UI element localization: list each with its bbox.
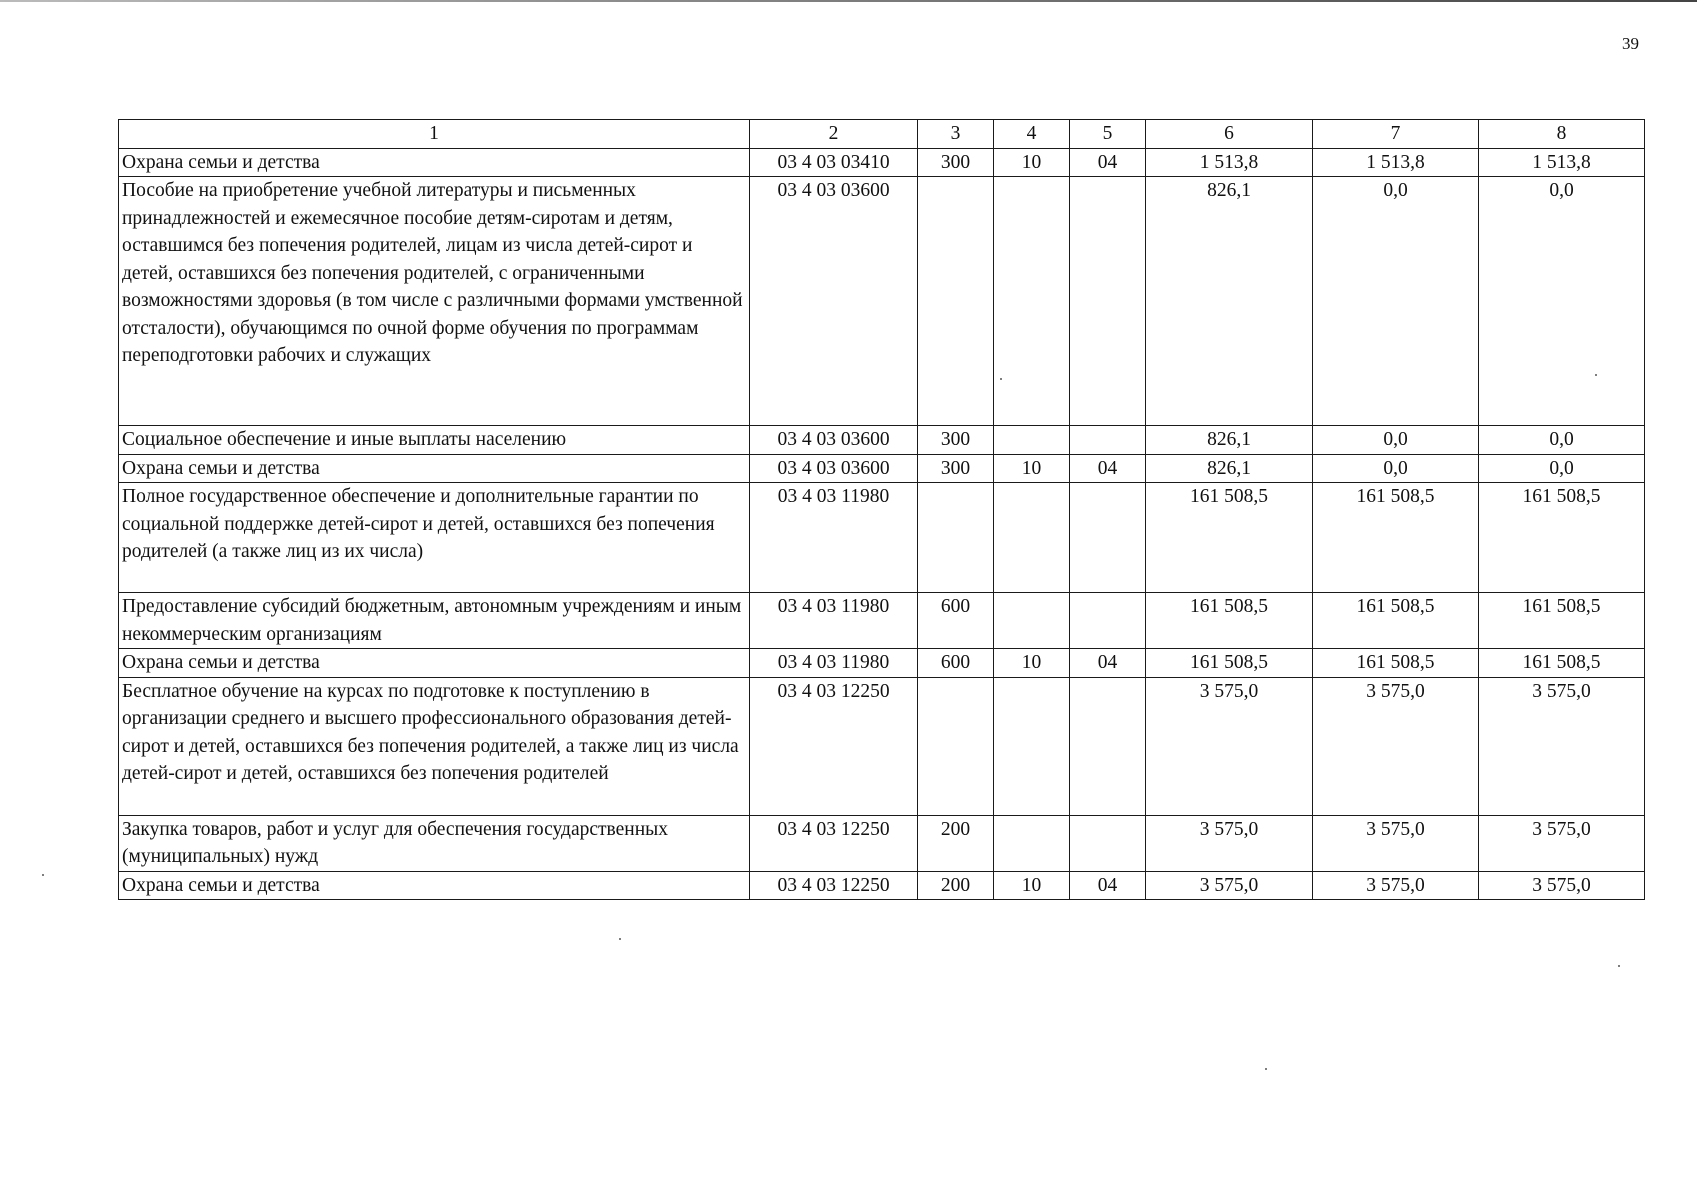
row-col5: 04 <box>1070 649 1146 678</box>
row-name: Полное государственное обеспечение и дополнительные гарантии по социальной поддержке детей-сирот и детей, оставшихся без попечения родителей (а также лиц из их числа) <box>119 483 750 593</box>
row-col6: 161 508,5 <box>1146 593 1313 649</box>
row-name: Пособие на приобретение учебной литературы и письменных принадлежностей и ежемесячное пособие детям-сиротам и детям, оставшимся без попечения родителей, лицам из числа детей-сирот и детей, оставшихся без попечения родителей, с ограниченными возможностями здоровья (в том числе с различными формами умственной отсталости), обучающимся по очной форме обучения по программам переподготовки рабочих и служащих <box>119 177 750 426</box>
row-col5 <box>1070 815 1146 871</box>
column-header: 2 <box>750 120 918 149</box>
row-col5: 04 <box>1070 148 1146 177</box>
row-col7: 0,0 <box>1313 177 1479 426</box>
row-col4 <box>994 815 1070 871</box>
row-col8: 3 575,0 <box>1479 815 1645 871</box>
row-col6: 3 575,0 <box>1146 815 1313 871</box>
scan-speck <box>1595 374 1597 376</box>
row-col3 <box>918 483 994 593</box>
row-name: Охрана семьи и детства <box>119 148 750 177</box>
row-col6: 826,1 <box>1146 177 1313 426</box>
table-row <box>119 454 1645 483</box>
row-code: 03 4 03 12250 <box>750 871 918 900</box>
column-header: 5 <box>1070 120 1146 149</box>
table-row <box>119 677 1645 815</box>
scan-speck <box>1265 1068 1267 1070</box>
row-col3: 600 <box>918 593 994 649</box>
row-col8: 1 513,8 <box>1479 148 1645 177</box>
row-col8: 3 575,0 <box>1479 677 1645 815</box>
row-col8: 3 575,0 <box>1479 871 1645 900</box>
row-col3 <box>918 677 994 815</box>
row-col4: 10 <box>994 649 1070 678</box>
row-col3: 600 <box>918 649 994 678</box>
column-header: 8 <box>1479 120 1645 149</box>
row-col8: 0,0 <box>1479 177 1645 426</box>
row-col6: 826,1 <box>1146 454 1313 483</box>
row-col7: 161 508,5 <box>1313 593 1479 649</box>
scan-speck <box>619 938 621 940</box>
row-code: 03 4 03 03600 <box>750 177 918 426</box>
row-col7: 161 508,5 <box>1313 483 1479 593</box>
row-name: Охрана семьи и детства <box>119 649 750 678</box>
table-row <box>119 483 1645 593</box>
row-col3: 300 <box>918 426 994 455</box>
row-col4 <box>994 593 1070 649</box>
row-code: 03 4 03 03600 <box>750 426 918 455</box>
row-code: 03 4 03 11980 <box>750 593 918 649</box>
row-col3: 300 <box>918 148 994 177</box>
budget-table <box>118 119 1645 900</box>
row-col4 <box>994 177 1070 426</box>
row-name: Закупка товаров, работ и услуг для обеспечения государственных (муниципальных) нужд <box>119 815 750 871</box>
row-col5: 04 <box>1070 454 1146 483</box>
row-col8: 161 508,5 <box>1479 483 1645 593</box>
row-col8: 161 508,5 <box>1479 593 1645 649</box>
row-col7: 161 508,5 <box>1313 649 1479 678</box>
row-code: 03 4 03 03410 <box>750 148 918 177</box>
row-name: Охрана семьи и детства <box>119 454 750 483</box>
row-col4 <box>994 677 1070 815</box>
column-header: 6 <box>1146 120 1313 149</box>
row-col6: 3 575,0 <box>1146 677 1313 815</box>
row-col5 <box>1070 177 1146 426</box>
scan-edge-line <box>0 0 1697 2</box>
scan-speck <box>1618 965 1620 967</box>
row-col7: 0,0 <box>1313 426 1479 455</box>
row-col5 <box>1070 677 1146 815</box>
page-number: 39 <box>1622 34 1639 53</box>
row-col5: 04 <box>1070 871 1146 900</box>
row-col3: 200 <box>918 871 994 900</box>
row-col4: 10 <box>994 454 1070 483</box>
column-header: 4 <box>994 120 1070 149</box>
row-col4: 10 <box>994 871 1070 900</box>
row-col4 <box>994 426 1070 455</box>
row-col6: 161 508,5 <box>1146 483 1313 593</box>
row-col7: 3 575,0 <box>1313 815 1479 871</box>
row-col7: 0,0 <box>1313 454 1479 483</box>
row-col3: 300 <box>918 454 994 483</box>
row-col3 <box>918 177 994 426</box>
row-col6: 3 575,0 <box>1146 871 1313 900</box>
row-col4 <box>994 483 1070 593</box>
row-col6: 161 508,5 <box>1146 649 1313 678</box>
row-col7: 1 513,8 <box>1313 148 1479 177</box>
column-header: 3 <box>918 120 994 149</box>
row-name: Бесплатное обучение на курсах по подготовке к поступлению в организации среднего и высшего профессионального образования детей-сирот и детей, оставшихся без попечения родителей, а также лиц из числа детей-сирот и детей, оставшихся без попечения родителей <box>119 677 750 815</box>
row-col5 <box>1070 426 1146 455</box>
table-row <box>119 177 1645 426</box>
scan-speck <box>1000 378 1002 380</box>
table-row <box>119 815 1645 871</box>
table-row <box>119 871 1645 900</box>
row-col5 <box>1070 483 1146 593</box>
column-header: 7 <box>1313 120 1479 149</box>
row-name: Предоставление субсидий бюджетным, автономным учреждениям и иным некоммерческим организациям <box>119 593 750 649</box>
row-code: 03 4 03 11980 <box>750 649 918 678</box>
row-name: Социальное обеспечение и иные выплаты населению <box>119 426 750 455</box>
scan-speck <box>42 874 44 876</box>
table-row <box>119 649 1645 678</box>
row-col6: 826,1 <box>1146 426 1313 455</box>
row-code: 03 4 03 03600 <box>750 454 918 483</box>
row-col7: 3 575,0 <box>1313 677 1479 815</box>
table-row <box>119 593 1645 649</box>
row-code: 03 4 03 11980 <box>750 483 918 593</box>
column-header: 1 <box>119 120 750 149</box>
row-col8: 0,0 <box>1479 454 1645 483</box>
row-col4: 10 <box>994 148 1070 177</box>
row-col8: 0,0 <box>1479 426 1645 455</box>
row-name: Охрана семьи и детства <box>119 871 750 900</box>
row-code: 03 4 03 12250 <box>750 677 918 815</box>
row-col3: 200 <box>918 815 994 871</box>
table-header-row <box>119 120 1645 149</box>
row-code: 03 4 03 12250 <box>750 815 918 871</box>
row-col5 <box>1070 593 1146 649</box>
table-row <box>119 148 1645 177</box>
row-col8: 161 508,5 <box>1479 649 1645 678</box>
table-row <box>119 426 1645 455</box>
row-col7: 3 575,0 <box>1313 871 1479 900</box>
row-col6: 1 513,8 <box>1146 148 1313 177</box>
